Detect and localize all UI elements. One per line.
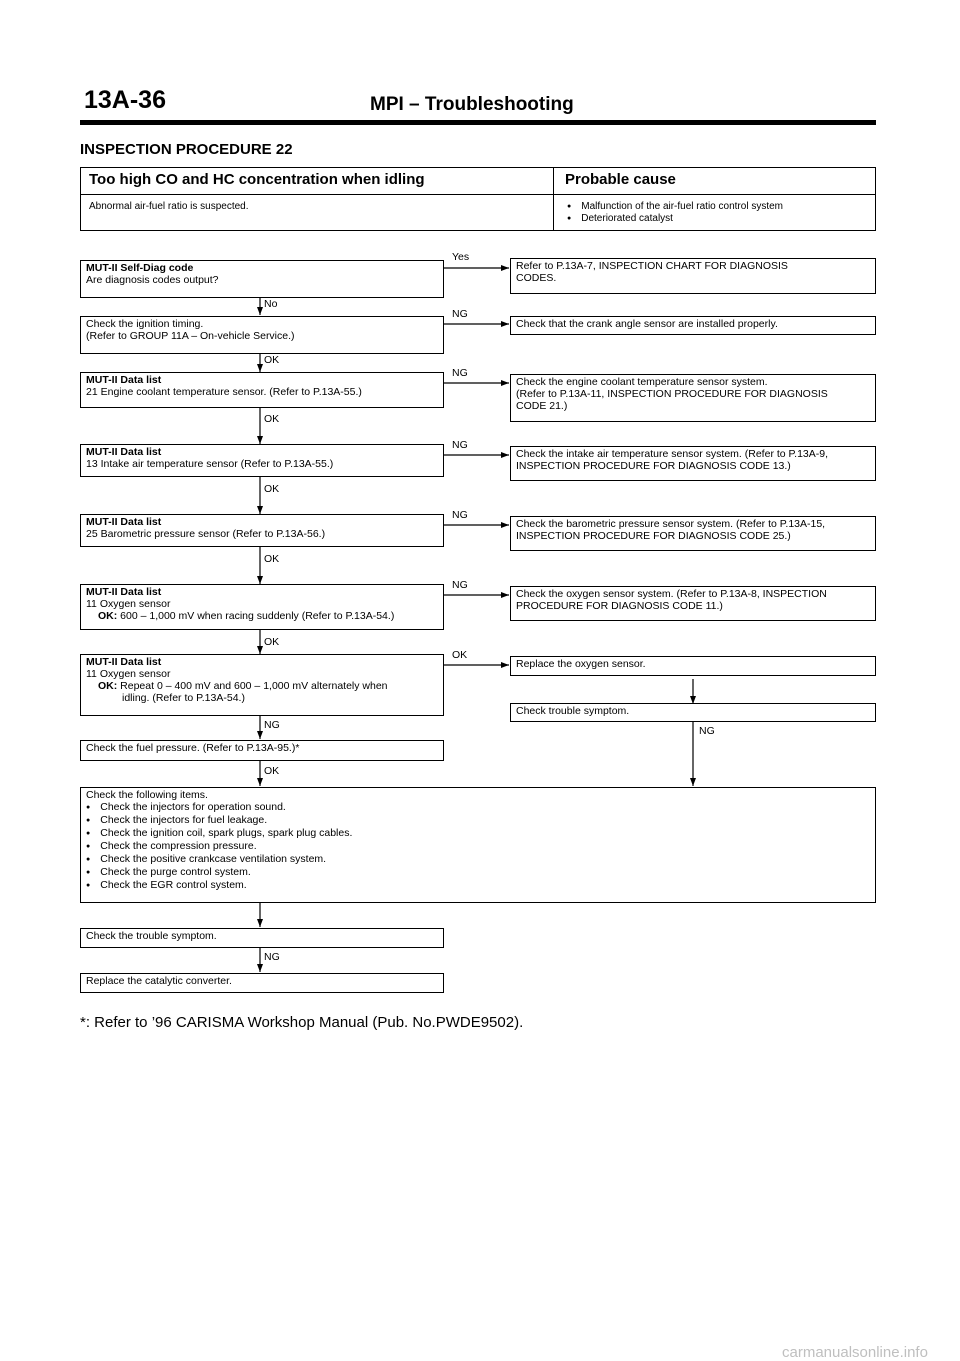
step-text: (Refer to GROUP 11A – On-vehicle Service.) bbox=[86, 330, 295, 342]
ok-label: OK bbox=[264, 553, 280, 565]
step-heading: MUT-II Data list bbox=[86, 446, 162, 458]
step-text: Replace the catalytic converter. bbox=[86, 975, 232, 987]
step-text: Are diagnosis codes output? bbox=[86, 274, 219, 286]
step-text: Check the fuel pressure. (Refer to P.13A-95.)* bbox=[86, 742, 300, 754]
step-text: 13 Intake air temperature sensor (Refer to P.13A-55.) bbox=[86, 458, 334, 470]
result-crank-angle bbox=[510, 316, 876, 335]
result-barometric-system bbox=[510, 516, 876, 551]
result-text: Refer to P.13A-7, INSPECTION CHART FOR DIAGNOSIS bbox=[516, 260, 788, 272]
probable-cause-item: ● Deteriorated catalyst bbox=[567, 213, 783, 225]
ok-label: OK bbox=[452, 649, 468, 661]
step-replace-catalytic bbox=[80, 973, 444, 993]
ok-criteria: 600 – 1,000 mV when racing suddenly (Refer to P.13A-54.) bbox=[120, 610, 395, 622]
ok-label: OK bbox=[264, 483, 280, 495]
result-text: Check that the crank angle sensor are installed properly. bbox=[516, 318, 778, 330]
ok-criteria: idling. (Refer to P.13A-54.) bbox=[122, 692, 245, 704]
result-text: PROCEDURE FOR DIAGNOSIS CODE 11.) bbox=[516, 600, 723, 612]
step-oxygen-idling bbox=[80, 654, 444, 716]
step-text: Check the ignition timing. bbox=[86, 318, 204, 330]
result-text: Check the intake air temperature sensor system. (Refer to P.13A-9, bbox=[516, 448, 829, 460]
ok-criteria-label: OK: bbox=[98, 610, 118, 622]
step-heading: MUT-II Self-Diag code bbox=[86, 262, 194, 274]
ok-label: OK bbox=[264, 413, 280, 425]
step-heading: MUT-II Data list bbox=[86, 374, 162, 386]
footnote: *: Refer to ’96 CARISMA Workshop Manual (Pub. No.PWDE9502). bbox=[80, 1014, 524, 1031]
result-text: CODES. bbox=[516, 272, 557, 284]
ng-label: NG bbox=[452, 439, 468, 451]
check-items-list bbox=[86, 801, 870, 892]
result-oxygen-system bbox=[510, 586, 876, 621]
watermark: carmanualsonline.info bbox=[782, 1344, 928, 1361]
result-text: Replace the oxygen sensor. bbox=[516, 658, 646, 670]
step-text: 21 Engine coolant temperature sensor. (Refer to P.13A-55.) bbox=[86, 386, 362, 398]
symptom-header: Too high CO and HC concentration when idling bbox=[89, 171, 425, 188]
step-oxygen-racing bbox=[80, 584, 444, 630]
ok-criteria: Repeat 0 – 400 mV and 600 – 1,000 mV alternately when bbox=[120, 680, 388, 692]
result-text: INSPECTION PROCEDURE FOR DIAGNOSIS CODE 25.) bbox=[516, 530, 791, 542]
result-check-symptom bbox=[510, 703, 876, 722]
symptom-text: Abnormal air-fuel ratio is suspected. bbox=[89, 201, 249, 212]
step-barometric bbox=[80, 514, 444, 547]
ng-label: NG bbox=[264, 951, 280, 963]
ng-label: NG bbox=[699, 725, 715, 737]
probable-cause-item: ● Malfunction of the air-fuel ratio control system bbox=[567, 201, 783, 213]
ng-label: NG bbox=[452, 367, 468, 379]
check-item: ● Check the ignition coil, spark plugs, spark plug cables. bbox=[86, 827, 870, 840]
page-header-title: MPI – Troubleshooting bbox=[370, 94, 574, 115]
step-heading: MUT-II Data list bbox=[86, 656, 162, 668]
step-intake-air-temp bbox=[80, 444, 444, 477]
step-ignition-timing bbox=[80, 316, 444, 354]
no-label: No bbox=[264, 298, 278, 310]
step-text: Check the trouble symptom. bbox=[86, 930, 217, 942]
result-text: (Refer to P.13A-11, INSPECTION PROCEDURE FOR DIAGNOSIS bbox=[516, 388, 828, 400]
step-check-items bbox=[80, 787, 876, 903]
check-item: ● Check the purge control system. bbox=[86, 866, 870, 879]
ok-label: OK bbox=[264, 765, 280, 777]
ng-label: NG bbox=[452, 579, 468, 591]
probable-cause-header: Probable cause bbox=[565, 171, 676, 188]
check-item: ● Check the compression pressure. bbox=[86, 840, 870, 853]
ok-label: OK bbox=[264, 636, 280, 648]
result-text: Check the engine coolant temperature sensor system. bbox=[516, 376, 768, 388]
check-item: ● Check the EGR control system. bbox=[86, 879, 870, 892]
result-text: Check the oxygen sensor system. (Refer to P.13A-8, INSPECTION bbox=[516, 588, 827, 600]
result-coolant-system bbox=[510, 374, 876, 422]
result-text: CODE 21.) bbox=[516, 400, 568, 412]
ok-label: OK bbox=[264, 354, 280, 366]
step-fuel-pressure bbox=[80, 740, 444, 761]
check-item: ● Check the positive crankcase ventilation system. bbox=[86, 853, 870, 866]
step-heading: MUT-II Data list bbox=[86, 516, 162, 528]
ng-label: NG bbox=[452, 308, 468, 320]
result-diagnosis-codes bbox=[510, 258, 876, 294]
step-self-diag bbox=[80, 260, 444, 298]
check-item: ● Check the injectors for fuel leakage. bbox=[86, 814, 870, 827]
result-text: Check trouble symptom. bbox=[516, 705, 630, 717]
result-replace-oxygen bbox=[510, 656, 876, 676]
ok-criteria-label: OK: bbox=[98, 680, 118, 692]
page-number: 13A-36 bbox=[84, 86, 166, 114]
check-item: ● Check the injectors for operation sound. bbox=[86, 801, 870, 814]
step-text: 25 Barometric pressure sensor (Refer to P.13A-56.) bbox=[86, 528, 326, 540]
step-text: 11 Oxygen sensor bbox=[86, 668, 171, 680]
step-text: 11 Oxygen sensor bbox=[86, 598, 171, 610]
yes-label: Yes bbox=[452, 251, 470, 263]
procedure-title: INSPECTION PROCEDURE 22 bbox=[80, 141, 293, 158]
step-heading: MUT-II Data list bbox=[86, 586, 162, 598]
ng-label: NG bbox=[264, 719, 280, 731]
ng-label: NG bbox=[452, 509, 468, 521]
result-text: INSPECTION PROCEDURE FOR DIAGNOSIS CODE 13.) bbox=[516, 460, 791, 472]
step-text: Check the following items. bbox=[86, 789, 208, 801]
result-intake-air-system bbox=[510, 446, 876, 481]
step-coolant-temp bbox=[80, 372, 444, 408]
result-text: Check the barometric pressure sensor system. (Refer to P.13A-15, bbox=[516, 518, 826, 530]
step-trouble-symptom bbox=[80, 928, 444, 948]
